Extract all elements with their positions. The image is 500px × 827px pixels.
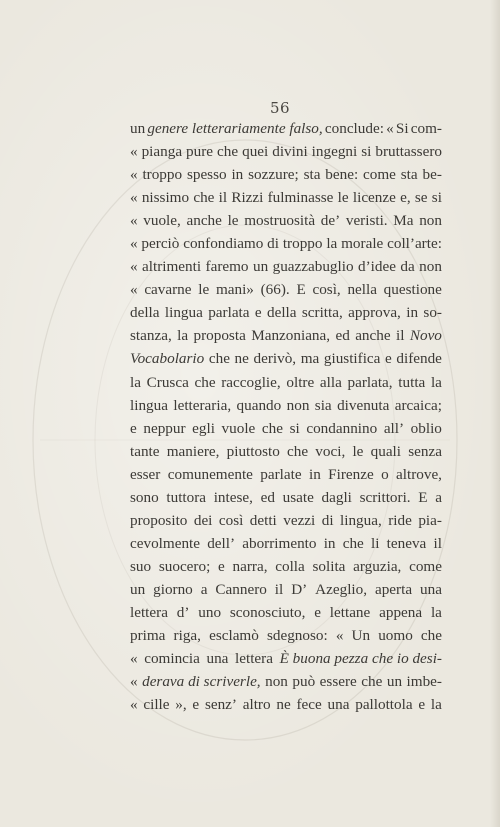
text-line (130, 624, 442, 647)
word: esclamò (209, 627, 259, 645)
word: », (175, 696, 187, 714)
word: della (130, 304, 160, 322)
word: proposito (130, 511, 188, 529)
word: di (267, 235, 279, 253)
word: la (177, 327, 189, 345)
word: giorno (153, 580, 193, 598)
word: « (130, 696, 138, 714)
word: lettera (130, 603, 168, 621)
word: divenuta (337, 396, 390, 414)
page-number: 56 (269, 99, 291, 117)
word: questione (383, 281, 442, 299)
word: riga, (173, 627, 201, 645)
word: e (254, 304, 262, 322)
word: e (192, 696, 200, 714)
word: della (267, 304, 297, 322)
word: pianga (141, 143, 183, 161)
word: la (430, 373, 442, 391)
word: comunemente (167, 465, 253, 483)
word: divini (272, 143, 308, 161)
word: da (400, 258, 415, 276)
word: in (308, 465, 321, 483)
word: all’ (383, 419, 405, 437)
word: Manzoniana, (251, 327, 331, 345)
word: proposta (193, 327, 246, 345)
text-line (130, 670, 442, 693)
word: pallottola (355, 696, 413, 714)
word: conclude: (324, 120, 384, 137)
word: altrimenti (142, 258, 202, 276)
word: raccoglie, (221, 373, 281, 391)
word: e (218, 557, 225, 575)
word: la (430, 696, 442, 714)
word: E (296, 281, 306, 299)
word: cille (143, 696, 170, 714)
word: fulminasse (267, 189, 334, 207)
italic-word: genere letterariamente falso, (147, 120, 323, 137)
word: Azeglio, (315, 580, 368, 598)
word: giustifica (323, 350, 381, 368)
word: solita (312, 557, 346, 575)
word: usate (282, 488, 314, 506)
word: le (337, 189, 349, 207)
word: perciò (141, 235, 180, 253)
word: che (194, 373, 216, 391)
word: esser (130, 465, 161, 483)
word: be- (422, 166, 442, 184)
word: Firenze (328, 465, 374, 483)
text-line (130, 371, 442, 394)
word: ed (260, 488, 275, 506)
word: « (130, 143, 138, 161)
word: che (261, 419, 283, 437)
word: sono (130, 488, 159, 506)
word: di (321, 511, 334, 529)
word: « (130, 650, 138, 668)
word: a (200, 580, 208, 598)
word: si (431, 189, 442, 207)
word: ed (335, 327, 350, 345)
text-line (130, 232, 442, 255)
word: in (406, 304, 419, 322)
text-line (130, 163, 442, 186)
word: (66). (260, 281, 290, 299)
text-line (130, 255, 442, 278)
word: parlate (260, 465, 302, 483)
word: aborrimento (242, 534, 317, 552)
word: che (361, 673, 383, 691)
word: ne (234, 350, 249, 368)
word: E (418, 488, 428, 506)
word: cevolmente (130, 534, 200, 552)
word: che (287, 442, 309, 460)
word: lingua (130, 396, 168, 414)
word: dell’ (207, 534, 236, 552)
text-line (130, 347, 442, 370)
word: letteraria, (173, 396, 232, 414)
text-line (130, 394, 442, 417)
word: de’ (320, 212, 341, 230)
word: troppo (282, 235, 323, 253)
word: D’ (291, 580, 308, 598)
word: le (198, 281, 210, 299)
word: un (386, 673, 403, 691)
word: troppo (142, 166, 183, 184)
word: dagli (321, 488, 352, 506)
word: una (420, 580, 442, 598)
word: non (265, 673, 288, 691)
text-line (130, 209, 442, 232)
word: tuttora (166, 488, 207, 506)
word: si (361, 143, 372, 161)
text-line (130, 578, 442, 601)
word: non (286, 396, 310, 414)
word: uomo (378, 627, 413, 645)
word: parlata, (347, 373, 393, 391)
word: essere (319, 673, 357, 691)
word: condannino (306, 419, 378, 437)
word: appena (379, 603, 423, 621)
word: e (314, 603, 321, 621)
word: il (396, 327, 405, 345)
word: derivò, (253, 350, 297, 368)
word: un (252, 258, 269, 276)
page-edge-shadow (490, 0, 500, 827)
word: egli (192, 419, 215, 437)
word: lingua, (340, 511, 382, 529)
word: fece (296, 696, 322, 714)
word: Rizzi (231, 189, 264, 207)
word: il (218, 189, 228, 207)
word: piuttosto (226, 442, 280, 460)
word: tutta (398, 373, 426, 391)
word: narra, (232, 557, 268, 575)
word: Crusca (146, 373, 189, 391)
word: bruttassero (375, 143, 442, 161)
word: a (435, 488, 442, 506)
word: spesso (186, 166, 227, 184)
word: « (130, 281, 138, 299)
word: la (130, 373, 141, 391)
word: senza (408, 442, 442, 460)
word: ride (388, 511, 412, 529)
word: si (289, 419, 300, 437)
word: « (386, 120, 394, 137)
text-line (130, 532, 442, 555)
word: li (371, 534, 380, 552)
word: una (206, 650, 229, 668)
word: può (292, 673, 316, 691)
word: alla (319, 373, 342, 391)
word: e (385, 350, 392, 368)
word: o (381, 465, 389, 483)
word: ma (300, 350, 320, 368)
word: suocero; (158, 557, 211, 575)
word: maniere, (166, 442, 220, 460)
word: lingua (164, 304, 203, 322)
word: mani» (215, 281, 254, 299)
text-line (130, 647, 442, 670)
word: coll’arte: (387, 235, 442, 253)
word: imbe- (406, 673, 442, 691)
word: e (130, 419, 137, 437)
word: cavarne (144, 281, 192, 299)
word: vuole, (143, 212, 181, 230)
word: scrittori. (359, 488, 411, 506)
word: veristi. (345, 212, 388, 230)
text-line (130, 140, 442, 163)
word: Un (351, 627, 371, 645)
word: so- (423, 304, 442, 322)
word: stanza, (130, 327, 172, 345)
word: com- (410, 120, 442, 137)
word: uno (198, 603, 222, 621)
word: una (327, 696, 350, 714)
word: la (430, 603, 442, 621)
word: così (218, 511, 244, 529)
word: arguzia, (353, 557, 402, 575)
word: « (130, 673, 138, 691)
word: nissimo (141, 189, 190, 207)
word: « (130, 258, 138, 276)
italic-word: derava di scriverle, (142, 673, 261, 691)
word: un (130, 580, 146, 598)
word: d’idee (358, 258, 396, 276)
word: « (335, 627, 344, 645)
word: Cannero (215, 580, 267, 598)
word: sconosciuto, (229, 603, 306, 621)
word: sozzure; (248, 166, 299, 184)
word: « (130, 189, 138, 207)
word: lettane (329, 603, 371, 621)
word: come (363, 166, 396, 184)
word: quei (242, 143, 269, 161)
text-line (130, 693, 442, 716)
word: guazzabuglio (272, 258, 354, 276)
word: vuole (221, 419, 256, 437)
text-line (130, 509, 442, 532)
word: teneva (386, 534, 427, 552)
word: voci, (315, 442, 346, 460)
word: un (130, 120, 146, 137)
word: quando (236, 396, 282, 414)
word: faremo (205, 258, 249, 276)
word: difende (396, 350, 442, 368)
word: e, (400, 189, 411, 207)
word: « (130, 166, 138, 184)
text-line (130, 417, 442, 440)
word: « (130, 235, 138, 253)
word: il (274, 580, 284, 598)
word: altro (242, 696, 271, 714)
word: altrove, (396, 465, 442, 483)
word: sdegnoso: (266, 627, 328, 645)
word: parlata (208, 304, 250, 322)
word: Ma (393, 212, 414, 230)
word: intese, (213, 488, 253, 506)
word: vezzi (283, 511, 316, 529)
word: quali (370, 442, 401, 460)
italic-word: Novo (409, 327, 442, 345)
word: se (414, 189, 428, 207)
word: e (418, 696, 426, 714)
word: pia- (418, 511, 442, 529)
text-line (130, 601, 442, 624)
word: sia (314, 396, 332, 414)
word: dei (193, 511, 213, 529)
word: sta (303, 166, 321, 184)
text-line (130, 301, 442, 324)
word: sta (400, 166, 418, 184)
word: arcaica; (394, 396, 442, 414)
word: che (208, 350, 230, 368)
text-line (130, 117, 442, 140)
word: non (419, 258, 442, 276)
word: senz’ (204, 696, 237, 714)
word: in (323, 534, 336, 552)
word: approva, (348, 304, 401, 322)
word: confondiamo (183, 235, 264, 253)
word: oblio (410, 419, 442, 437)
text-line (130, 186, 442, 209)
word: in (231, 166, 244, 184)
word: che (217, 143, 239, 161)
word: lettera (235, 650, 273, 668)
word: Si (395, 120, 409, 137)
word: anche (186, 212, 222, 230)
word: licenze (352, 189, 396, 207)
word: scritta, (301, 304, 343, 322)
word: non (419, 212, 442, 230)
word: « (130, 212, 138, 230)
word: così, (312, 281, 341, 299)
word: nella (347, 281, 377, 299)
text-line (130, 555, 442, 578)
text-line (130, 324, 442, 347)
text-line (130, 486, 442, 509)
word: come (409, 557, 442, 575)
word: che (342, 534, 364, 552)
word: mostruosità (244, 212, 316, 230)
word: d’ (176, 603, 190, 621)
italic-word: È buona pezza che io desi- (279, 650, 442, 668)
word: ingegni (311, 143, 358, 161)
word: morale (341, 235, 384, 253)
text-line (130, 278, 442, 301)
word: colla (275, 557, 305, 575)
word: suo (130, 557, 152, 575)
word: il (433, 534, 442, 552)
word: ne (276, 696, 291, 714)
word: detti (249, 511, 277, 529)
word: neppur (143, 419, 186, 437)
body-text (130, 117, 442, 716)
word: le (352, 442, 364, 460)
word: le (227, 212, 239, 230)
word: la (326, 235, 338, 253)
italic-word: Vocabolario (130, 350, 205, 368)
word: pure (186, 143, 214, 161)
word: che (193, 189, 215, 207)
word: bene: (325, 166, 359, 184)
word: tante (130, 442, 160, 460)
word: oltre (286, 373, 315, 391)
text-line (130, 440, 442, 463)
word: che (420, 627, 442, 645)
text-line (130, 463, 442, 486)
word: aperta (374, 580, 413, 598)
word: comincia (144, 650, 200, 668)
word: prima (130, 627, 166, 645)
word: anche (355, 327, 391, 345)
